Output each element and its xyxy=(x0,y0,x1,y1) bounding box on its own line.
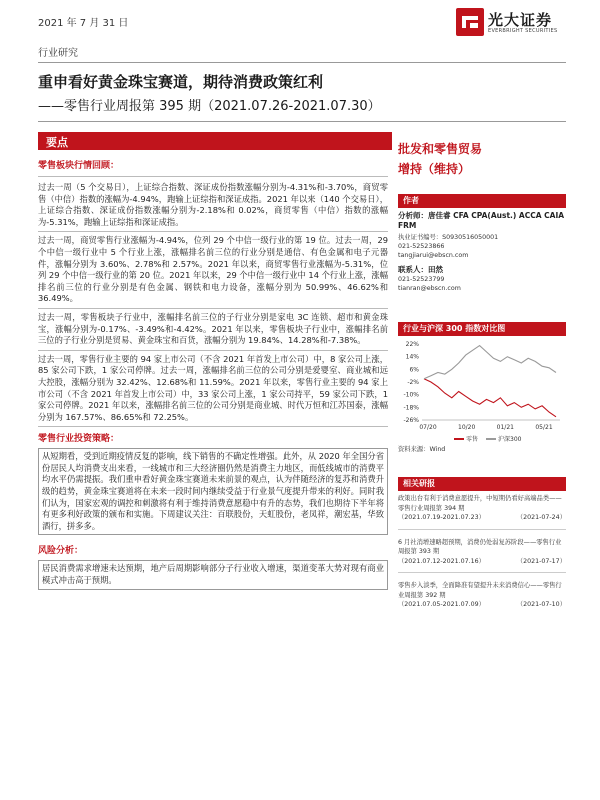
y-tick-label: 22% xyxy=(405,341,419,348)
analyst-header: 作者 xyxy=(398,194,566,208)
page-subtitle: ——零售行业周报第 395 期（2021.07.26-2021.07.30） xyxy=(38,99,381,114)
related-report-date: （2021-07-17） xyxy=(516,557,566,565)
industry-rating: 增持（维持） xyxy=(398,162,471,176)
strategy-heading: 零售行业投资策略： xyxy=(38,434,120,445)
index-comparison-chart xyxy=(398,336,566,436)
related-reports-panel xyxy=(398,477,566,610)
market-review-heading: 零售板块行情回顾： xyxy=(38,161,120,171)
risk-heading: 风险分析： xyxy=(38,546,84,557)
summary-banner-label: 要点 xyxy=(46,136,68,149)
section-divider xyxy=(38,350,388,351)
x-tick-label: 01/21 xyxy=(496,424,514,431)
report-divider xyxy=(398,572,566,573)
risk-box xyxy=(38,560,388,589)
legend-label-retail: 零售 xyxy=(466,436,479,443)
summary-section xyxy=(38,158,388,590)
contact-name: 联系人：田然 xyxy=(398,265,443,274)
summary-banner xyxy=(38,132,392,150)
market-review-paragraph-3: 过去一周，零售板块子行业中，涨幅排名前三位的子行业分别是家电 3C 连锁、超市和黄金珠宝，涨幅分别为-0.17%、-3.49%和-4.42%。2021 年以来，零售板块子行业中，涨幅排名前三位的子行业分别是贸易、黄金珠宝和百货，涨幅分别为 19.84%、14.28%和-7.38%。 xyxy=(38,311,388,346)
related-report-meta xyxy=(398,557,566,567)
y-tick-label: -2% xyxy=(407,379,419,386)
chart-source: 资料来源：Wind xyxy=(398,446,446,453)
contact-phone: 021-52523799 xyxy=(398,276,445,283)
related-report-item[interactable] xyxy=(398,538,566,574)
related-report-title[interactable]: 6 月社消增速略超预期，消费仍处弱复苏阶段——零售行业周报第 393 期 xyxy=(398,538,562,555)
industry-name: 批发和零售贸易 xyxy=(398,142,483,156)
y-tick-label: -10% xyxy=(403,391,419,399)
header-divider xyxy=(38,62,566,63)
report-category: 行业研究 xyxy=(38,48,78,59)
y-tick-label: -26% xyxy=(403,417,419,424)
market-review-paragraph-4: 过去一周，零售行业主要的 94 家上市公司（不含 2021 年首发上市公司）中，8 家公司上涨，85 家公司下跌，1 家公司停牌。过去一周，涨幅排名前三位的公司分别是爱婴室、商业城和远大控股，涨幅分别为 32.42%、12.68%和 11.59%。2021 年以来，零售行业主要的 94 家上市公司（不含 2021 年首发上市公司）中，33 家公司上涨，1 家公司持平，59 家公司下跌，1 家公司停牌。2021 年以来，涨幅排名前三位的公司分别是商业城、时代万恒和江苏国泰，涨幅分别为 167.57%、86.65%和 72.25%。 xyxy=(38,353,388,422)
logo-name-cn: 光大证券 xyxy=(488,11,553,29)
logo-name-en: EVERBRIGHT SECURITIES xyxy=(488,28,558,34)
section-divider xyxy=(38,231,388,232)
x-tick-label: 10/20 xyxy=(458,424,476,431)
section-divider xyxy=(38,176,388,177)
section-divider xyxy=(38,308,388,309)
brand-logo xyxy=(456,8,576,38)
series-line-csi300 xyxy=(424,346,556,379)
related-report-title[interactable]: 政策出台有利于消费意愿提升，中短期仍看好高端品类——零售行业周报第 394 期 xyxy=(398,495,562,512)
analyst-license: 执业证书编号：S0930516050001 xyxy=(398,234,499,241)
strategy-box xyxy=(38,448,388,535)
analyst-email[interactable]: tangjiarui@ebscn.com xyxy=(398,252,469,259)
related-report-period: （2021.07.05-2021.07.09） xyxy=(398,601,485,608)
market-review-paragraph-1: 过去一周（5 个交易日），上证综合指数、深证成份指数涨幅分别为-4.31%和-3.70%，商贸零售（中信）指数的涨幅为-4.94%，跑输上证综指和深证成指。2021 年以来（140 个交易日），上证综合指数、深证成份指数涨幅分别为-2.18%和 0.02%，商贸零售（中信）指数的涨幅为-5.31%，跑输上证综指和深证成指。 xyxy=(38,182,388,227)
strategy-paragraph: 从短期看，受到近期疫情反复的影响，线下销售的不确定性增强。此外，从 2020 年全国分省份居民人均消费支出来看，一线城市和三大经济圈仍然是消费主力地区，而低线城市的消费平均水平仍需提振。我们重申看好黄金珠宝赛道未来前景的观点，认为伴随经济的复苏和消费升级的趋势，黄金珠宝赛道将在未来一段时间内继续受益于行业景气度提升带来的利好。同时我们认为，国家宏观的调控和刺激将有利于维持消费意愿稳中有升的态势，我们也期待下半年将有更多利好政策的颁布和实施。下周建议关注：百联股份，天虹股份，老凤祥，潮宏基，华致酒行，拼多多。 xyxy=(42,451,384,531)
related-report-meta xyxy=(398,513,566,523)
analyst-panel xyxy=(398,194,566,293)
report-date: 2021 年 7 月 31 日 xyxy=(38,18,129,29)
related-report-item[interactable] xyxy=(398,581,566,610)
chart-legend xyxy=(454,434,566,443)
x-tick-label: 05/21 xyxy=(535,424,553,431)
y-tick-label: -18% xyxy=(403,404,419,412)
related-reports-header: 相关研报 xyxy=(398,477,566,491)
related-report-period: （2021.07.12-2021.07.16） xyxy=(398,557,485,565)
y-tick-label: 14% xyxy=(405,353,419,361)
series-line-retail xyxy=(424,379,556,417)
related-reports-list xyxy=(398,494,566,610)
index-chart-panel xyxy=(398,322,566,454)
related-report-period: （2021.07.19-2021.07.23） xyxy=(398,514,485,521)
risk-paragraph: 居民消费需求增速未达预期，地产后周期影响部分子行业收入增速，渠道变革大势对现有商业模式冲击高于预期。 xyxy=(42,563,384,586)
everbright-logo-icon xyxy=(456,8,484,36)
legend-swatch-csi300 xyxy=(486,438,496,440)
title-divider xyxy=(38,121,566,122)
y-tick-label: 6% xyxy=(409,366,419,374)
page-title: 重申看好黄金珠宝赛道，期待消费政策红利 xyxy=(38,73,324,91)
market-review-paragraph-2: 过去一周，商贸零售行业涨幅为-4.94%，位列 29 个中信一级行业的第 19 位。过去一周，29 个中信一级行业中 5 个行业上涨，涨幅排名前三位的行业分别是通信、有色金属和电子元器件，涨幅分别为 3.60%、2.78%和 2.57%。2021 年以来，商贸零售行业涨幅为-5.31%，位列 29 个中信一级行业的第 20 位。2021 年以来，29 个中信一级行业中 14 个行业上涨，涨幅排名前三位的行业分别是有色金属、钢铁和电力设备，涨幅分别为 50.99%、46.62%和 36.49%。 xyxy=(38,235,388,304)
related-report-date: （2021-07-24） xyxy=(516,514,566,521)
contact-email[interactable]: tianran@ebscn.com xyxy=(398,285,461,292)
legend-label-csi300: 沪深300 xyxy=(498,436,522,443)
related-report-title[interactable]: 零售步入淡季，全面降准有望提升未来消费信心——零售行业周报第 392 期 xyxy=(398,582,562,599)
related-report-date: （2021-07-10） xyxy=(516,601,566,608)
analyst-name: 分析师：唐佳睿 CFA CPA(Aust.) ACCA CAIA FRM xyxy=(398,211,565,230)
chart-title: 行业与沪深 300 指数对比图 xyxy=(398,322,566,336)
legend-swatch-retail xyxy=(454,438,464,440)
section-divider xyxy=(38,426,388,427)
analyst-phone: 021-52523866 xyxy=(398,243,445,250)
related-report-item[interactable] xyxy=(398,494,566,530)
related-report-meta xyxy=(398,600,566,610)
report-divider xyxy=(398,529,566,530)
x-tick-label: 07/20 xyxy=(419,424,437,431)
